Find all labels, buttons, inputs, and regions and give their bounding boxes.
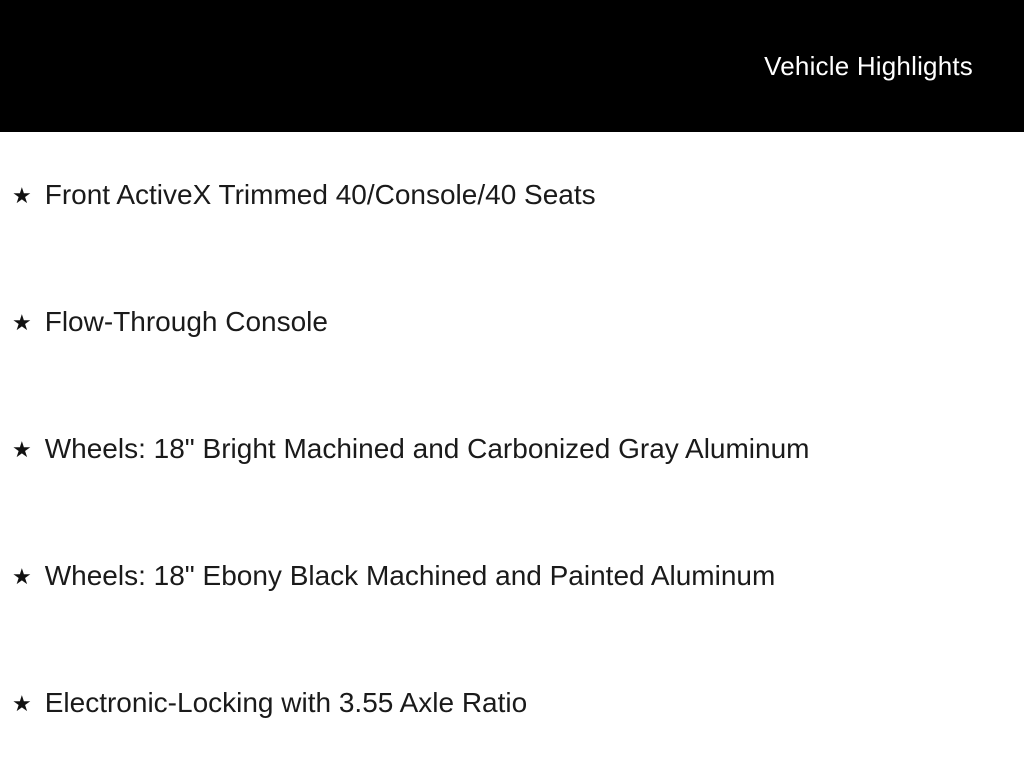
highlights-list [0,132,1024,767]
list-item [0,640,1024,767]
page-title: Vehicle Highlights [764,50,973,81]
list-item-label: Front ActiveX Trimmed 40/Console/40 Seats [44,179,596,211]
list-item [0,513,1024,640]
list-item [0,386,1024,513]
list-item-label: Flow-Through Console [44,306,328,338]
star-icon: ★ [12,563,32,589]
list-item [0,259,1024,386]
list-item-label: Electronic-Locking with 3.55 Axle Ratio [44,687,528,719]
star-icon: ★ [12,309,32,335]
star-icon: ★ [12,182,32,208]
star-icon: ★ [12,436,32,462]
star-icon: ★ [12,690,32,716]
list-item [0,132,1024,259]
header-bar [0,0,1024,132]
list-item-label: Wheels: 18" Ebony Black Machined and Painted Aluminum [44,560,776,592]
list-item-label: Wheels: 18" Bright Machined and Carbonized Gray Aluminum [44,433,810,465]
